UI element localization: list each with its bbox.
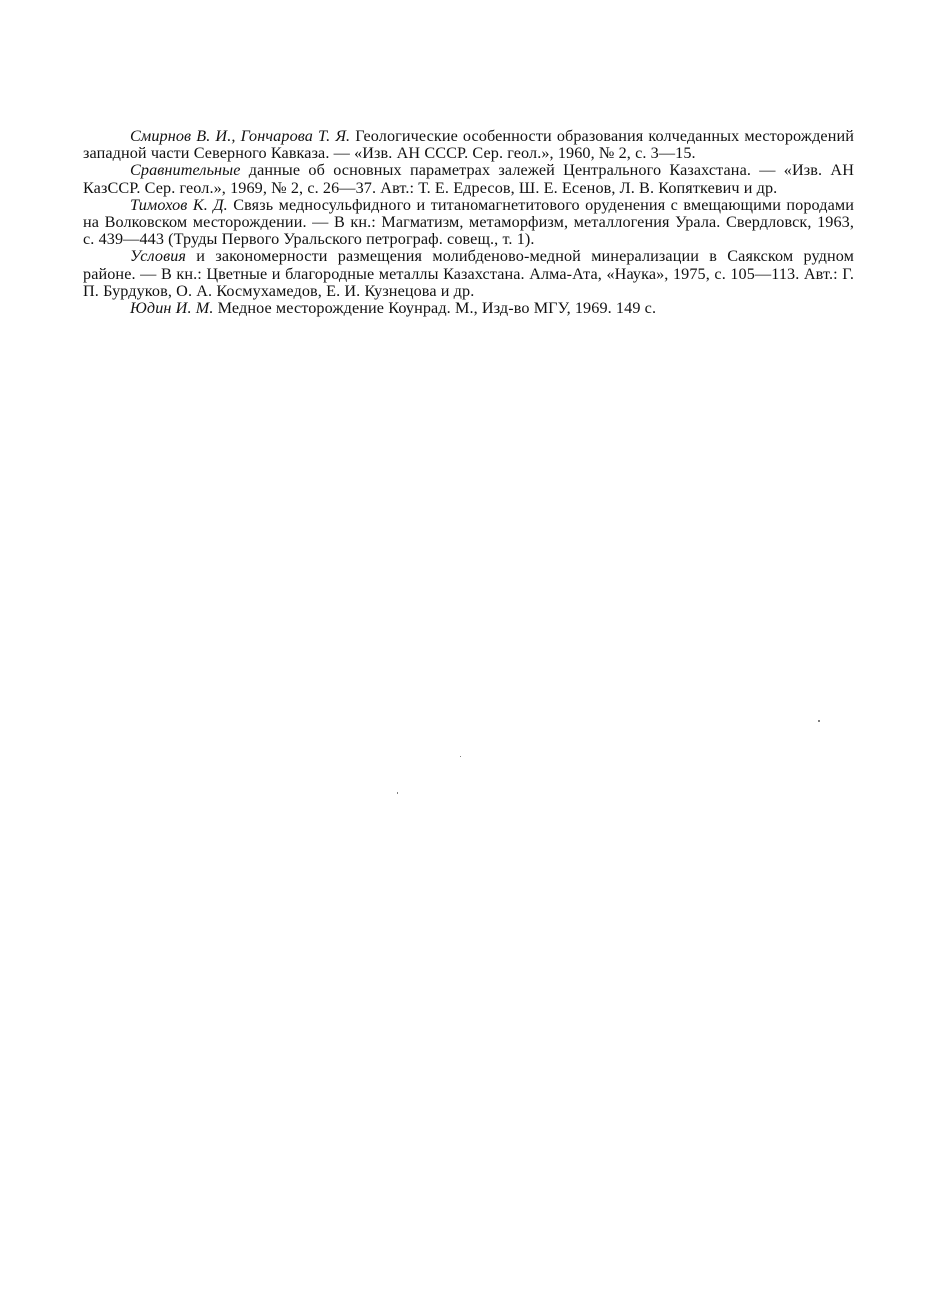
reference-author: Юдин И. М. <box>130 299 214 318</box>
reference-author: Тимохов К. Д. <box>130 195 228 214</box>
reference-author: Условия <box>130 247 187 266</box>
reference-entry <box>83 128 854 162</box>
reference-author: Смирнов В. И., Гончарова Т. Я. <box>130 127 351 145</box>
reference-text: Геологические особенности образования колчеданных месторождений западной части Северного Кавказа. — «Изв. АН СССР. Сер. геол.», 1960, № 2, с. 3—15. <box>83 127 854 163</box>
reference-entry <box>83 300 854 317</box>
reference-text: и закономерности размещения молибденово-медной минерализации в Саякском рудном районе. — В кн.: Цветные и благородные металлы Казахстана. Алма-Ата, «Наука», 1975, с. 105—113. Авт.: Г. П. Бурдуков, О. А. Космухамедов, Е. И. Кузнецова и др. <box>83 247 854 300</box>
scan-speck <box>397 792 398 794</box>
reference-text: Медное месторождение Коунрад. М., Изд-во МГУ, 1969. 149 с. <box>213 299 657 318</box>
bibliography-list <box>83 128 854 317</box>
scan-speck <box>460 756 461 757</box>
scan-speck <box>818 720 820 722</box>
reference-text: данные об основных параметрах залежей Центрального Казахстана. — «Изв. АН КазССР. Сер. геол.», 1969, № 2, с. 26—37. Авт.: Т. Е. Едресов, Ш. Е. Есенов, Л. В. Копяткевич и др. <box>83 161 854 197</box>
reference-entry <box>83 162 854 196</box>
reference-entry <box>83 197 854 249</box>
reference-text: Связь медносульфидного и титаномагнетитового оруденения с вмещающими породами на Волковском месторождении. — В кн.: Магматизм, метаморфизм, металлогения Урала. Свердловск, 1963, с. 439—443 (Труды Первого Уральского петрограф. совещ., т. 1). <box>83 195 854 249</box>
reference-entry <box>83 248 854 300</box>
reference-author: Сравнительные <box>130 161 241 180</box>
